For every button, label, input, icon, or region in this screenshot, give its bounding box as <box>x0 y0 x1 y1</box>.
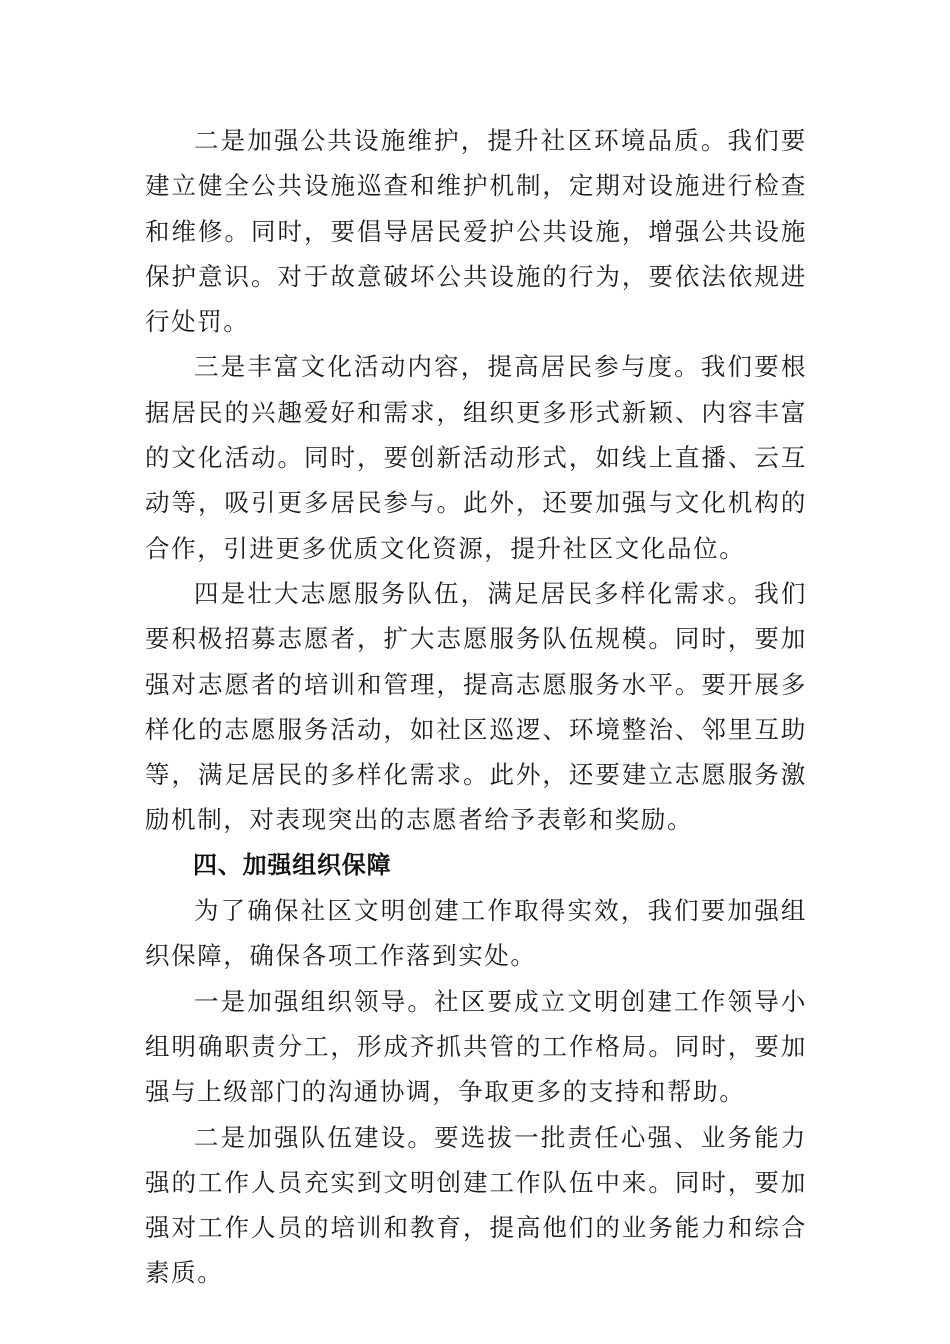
document-body <box>145 118 807 1296</box>
paragraph-team-building: 二是加强队伍建设。要选拔一批责任心强、业务能力强的工作人员充实到文明创建工作队伍中来。同时，要加强对工作人员的培训和教育，提高他们的业务能力和综合素质。 <box>145 1122 807 1288</box>
paragraph-organizational-guarantee: 为了确保社区文明创建工作取得实效，我们要加强组织保障，确保各项工作落到实处。 <box>145 896 807 971</box>
paragraph-public-facilities: 二是加强公共设施维护，提升社区环境品质。我们要建立健全公共设施巡查和维护机制，定期对设施进行检查和维修。同时，要倡导居民爱护公共设施，增强公共设施保护意识。对于故意破坏公共设施的行为，要依法依规进行处罚。 <box>145 126 807 337</box>
section-heading: 四、加强组织保障 <box>193 850 392 879</box>
paragraph-organizational-leadership: 一是加强组织领导。社区要成立文明创建工作领导小组明确职责分工，形成齐抓共管的工作格局。同时，要加强与上级部门的沟通协调，争取更多的支持和帮助。 <box>145 986 807 1107</box>
paragraph-cultural-activities: 三是丰富文化活动内容，提高居民参与度。我们要根据居民的兴趣爱好和需求，组织更多形式新颖、内容丰富的文化活动。同时，要创新活动形式，如线上直播、云互动等，吸引更多居民参与。此外，还要加强与文化机构的合作，引进更多优质文化资源，提升社区文化品位。 <box>145 352 807 563</box>
paragraph-volunteer-service: 四是壮大志愿服务队伍，满足居民多样化需求。我们要积极招募志愿者，扩大志愿服务队伍规模。同时，要加强对志愿者的培训和管理，提高志愿服务水平。要开展多样化的志愿服务活动，如社区巡逻、环境整治、邻里互助等，满足居民的多样化需求。此外，还要建立志愿服务激励机制，对表现突出的志愿者给予表彰和奖励。 <box>145 578 807 835</box>
